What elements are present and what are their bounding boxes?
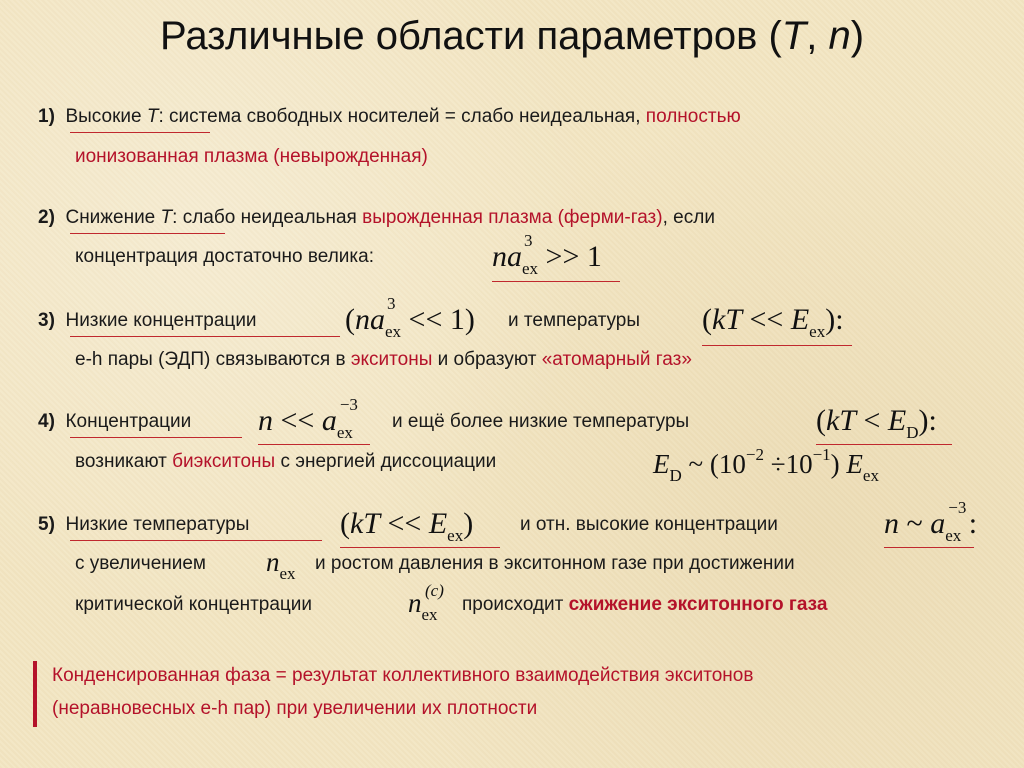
conclusion-line-1: Конденсированная фаза = результат коллективного взаимодействия экситонов xyxy=(52,665,754,686)
atomic-gas-term: «атомарный газ» xyxy=(541,349,692,370)
formula-critical-n-ex: n (c) $_{ex}$ xyxy=(408,581,444,624)
item-3-and-temperatures: и температуры xyxy=(508,310,641,331)
title-n: n xyxy=(828,14,851,58)
underline xyxy=(70,336,340,337)
page-title: Различные области параметров (T, n) xyxy=(159,14,865,58)
formula-dissociation-energy: $E_D$ ~ $(10^{-2} \div 10^{-1})$ $E_{ex}$ xyxy=(653,445,879,485)
exciton-gas-condensation-term: сжижение экситонного газа xyxy=(568,594,828,615)
item-5-high-concentrations: и отн. высокие концентрации xyxy=(520,514,778,535)
item-4-line-1: 4) Концентрации xyxy=(38,411,192,432)
item-5-line-3a: критической концентрации xyxy=(75,594,313,615)
item-1-highlight: полностью xyxy=(645,106,741,127)
item-3-line-2: e-h пары (ЭДП) связываются в экситоны и образуют «атомарный газ» xyxy=(75,349,692,370)
underline xyxy=(702,345,852,346)
formula-concentration-bound: n << a −3 $_{ex}$ xyxy=(258,395,358,442)
item-2-highlight: вырожденная плазма (ферми-газ) xyxy=(362,207,663,228)
formula-high-concentration: n ~ a −3 $_{ex}$ : xyxy=(884,498,978,545)
formula-exciton-temperature: $(kT << E_{ex})$: xyxy=(702,303,844,341)
item-4-lower-temperatures: и ещё более низкие температуры xyxy=(392,411,690,432)
underline xyxy=(70,233,225,234)
item-5-line-1: 5) Низкие температуры xyxy=(38,514,250,535)
formula-biexciton-temperature: $(kT < E_D)$: xyxy=(816,404,937,442)
underline xyxy=(340,547,500,548)
underline xyxy=(70,132,210,133)
excitons-term: экситоны xyxy=(350,349,433,370)
biexcitons-term: биэкситоны xyxy=(172,451,276,472)
title-T: T xyxy=(781,14,807,58)
item-3-line-1: 3) Низкие концентрации xyxy=(38,310,257,331)
item-5-line-2a: с увеличением xyxy=(75,553,206,574)
item-1-line-1: 1) Высокие T: система свободных носителей = слабо неидеальная, полностью xyxy=(38,106,741,127)
formula-n-ex: $n_{ex}$ xyxy=(266,547,296,583)
conclusion-bracket xyxy=(33,661,37,727)
underline xyxy=(816,444,952,445)
underline xyxy=(492,281,620,282)
item-5-line-3b: происходит сжижение экситонного газа xyxy=(462,594,828,615)
conclusion-line-2: (неравновесных e-h пар) при увеличении их плотности xyxy=(52,698,538,719)
item-5-line-2b: и ростом давления в экситонном газе при достижении xyxy=(315,553,795,574)
formula-low-concentration: (na 3 $_{ex}$ << 1) xyxy=(345,294,475,341)
item-2-line-1: 2) Снижение T: слабо неидеальная вырожденная плазма (ферми-газ), если xyxy=(38,207,715,228)
underline xyxy=(70,540,322,541)
underline xyxy=(884,547,974,548)
item-4-line-2: возникают биэкситоны с энергией диссоциации xyxy=(75,451,497,472)
underline xyxy=(70,437,242,438)
item-2-line-2: концентрация достаточно велика: xyxy=(75,246,374,267)
item-1-line-2: ионизованная плазма (невырожденная) xyxy=(75,146,428,167)
formula-degeneracy: na 3 $_{ex}$ >> 1 xyxy=(492,231,602,278)
formula-low-temperature: $(kT << E_{ex})$ xyxy=(340,507,474,545)
underline xyxy=(258,444,370,445)
